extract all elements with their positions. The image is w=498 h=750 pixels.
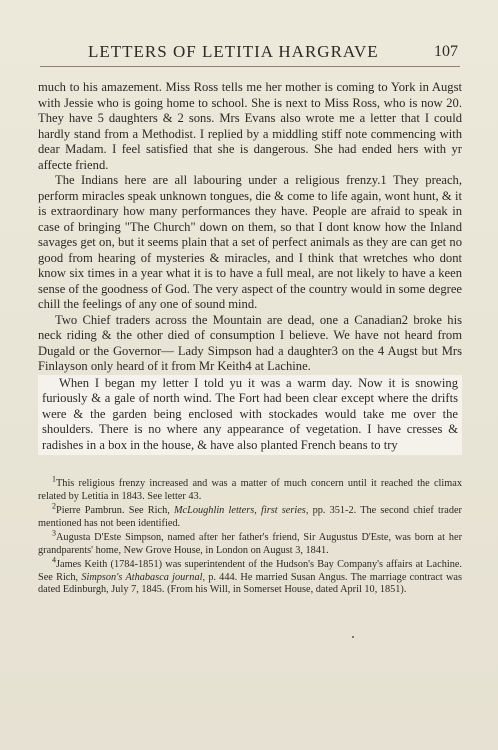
footnote-number: 1: [52, 474, 56, 484]
footnote-number: 3: [52, 528, 56, 538]
footnote: [38, 555, 462, 597]
body-text: [38, 80, 462, 455]
page-header: [40, 30, 460, 67]
running-head: LETTERS OF LETITIA HARGRAVE: [88, 42, 379, 61]
footnote-number: 2: [52, 501, 56, 511]
paragraph: much to his amazement. Miss Ross tells me her mother is coming to York in Augst with Jessie who is going home to school. She is next to Miss Ross, who is now 20. They have 5 daughters & 2 sons. Mrs Evans also wrote me a letter that I could hardly stand from a Methodist. I replied by a middling stiff note commencing with dear Madam. I feel satisfied that she is dangerous. She had ended hers with yr affecte friend.: [38, 80, 462, 172]
footnote: [38, 474, 462, 503]
footnote-text: Augusta D'Este Simpson, named after her father's friend, Sir Augustus D'Este, was born at her grandparents' home, New Grove House, in London on August 3, 1841.: [38, 532, 462, 556]
paragraph: Two Chief traders across the Mountain are dead, one a Canadian2 broke his neck riding & the other died of consumption I believe. We have not heard from Dugald or the Governor— Lady Simpson had a daughter3 on the 4 Augst but Mrs Finlayson only heard of it from Mr Keith4 at Lachine.: [38, 312, 462, 373]
page-number: 107: [434, 43, 458, 60]
footnote-number: 4: [52, 555, 56, 565]
footnote-text: James Keith (1784-1851) was superintendent of the Hudson's Bay Company's affairs at Lachine. See Rich,: [38, 559, 462, 583]
highlighted-paragraph: When I began my letter I told yu it was a warm day. Now it is snowing furiously & a gale of north wind. The Fort had been clear except where the drifts were & the garden being enclosed with stockades would take me over the shoulders. There is no where any appearance of vegetation. I have cresses & radishes in a box in the house, & have also planted French beans to try: [38, 375, 462, 456]
footnote-text: Pierre Pambrun. See Rich,: [56, 505, 174, 516]
paragraph: The Indians here are all labouring under a religious frenzy.1 They preach, perform miracles speak unknown tongues, die & come to life again, wont hunt, & it is extraordinary how many performances they have. People are afraid to speak in case of bringing "The Church" down on them, so that I dont know how the Inland savages get on, but it seems plain that a set of perfect animals as they are can get no good from hearing of mysteries & miracles, and I think that wretches who dont know six times in a year what it is to have a full meal, are not likely to have a keen sense of the goodness of God. The very aspect of the country would in some degree chill the feelings of any one of sound mind.: [38, 173, 462, 311]
footnote-citation-title: Simpson's Athabasca journal,: [81, 571, 206, 583]
footnote: [38, 528, 462, 557]
footnote-citation-title: McLoughlin letters, first series,: [173, 505, 309, 516]
footnote: [38, 501, 462, 530]
footnote-text: p. 444. He married Susan Angus. The marriage contract was dated Edinburgh, July 7, 1845. (From his Will, in Somerset House, dated April 10, 1851).: [38, 571, 462, 595]
print-speck: [352, 636, 354, 638]
footnote-text: pp. 351-2. The second chief trader mentioned has not been identified.: [38, 505, 462, 529]
footnote-text: This religious frenzy increased and was a matter of much concern until it reached the climax related by Letitia in 1843. See letter 43.: [38, 478, 462, 502]
footnotes: [38, 474, 462, 597]
